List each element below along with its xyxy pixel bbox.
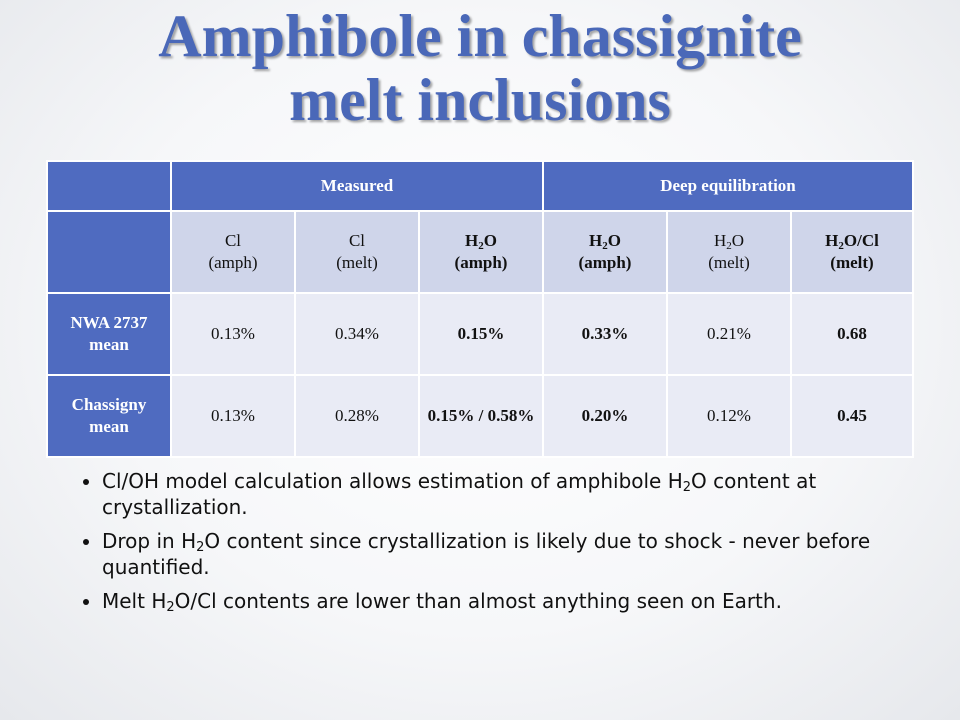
- sub-header-text: O/Cl: [843, 231, 879, 250]
- table-cell: 0.68: [791, 293, 913, 375]
- title-line-1: Amphibole in chassignite: [158, 3, 802, 69]
- table-cell: 0.12%: [667, 375, 791, 457]
- sub-header-text: Cl: [348, 231, 366, 250]
- bullet-text: Drop in H: [102, 529, 197, 553]
- sub-header-h2o-melt: [667, 211, 791, 293]
- sub-header-text: O: [731, 231, 745, 250]
- sub-header-text: O: [483, 231, 497, 250]
- sub-header-text: O: [607, 231, 621, 250]
- sub-header-cl-amph: [171, 211, 295, 293]
- bullet-text: O content since crystallization is likely due to shock - never before quantified.: [102, 529, 871, 579]
- sub-header-text: H: [825, 231, 839, 250]
- slide-title: [0, 4, 960, 132]
- bullet-text: O/Cl contents are lower than almost anything seen on Earth.: [174, 589, 782, 613]
- header-measured: Measured: [171, 161, 543, 211]
- row-label-nwa-2737: NWA 2737 mean: [47, 293, 171, 375]
- table-cell: 0.15% / 0.58%: [419, 375, 543, 457]
- sub-header-text: Cl: [224, 231, 242, 250]
- table-cell: 0.34%: [295, 293, 419, 375]
- amphibole-data-table: [46, 160, 914, 458]
- table-cell: 0.13%: [171, 293, 295, 375]
- subscript: 2: [838, 240, 844, 252]
- sub-header-h2o-amph-deep: [543, 211, 667, 293]
- sub-header-text: (amph): [578, 253, 632, 272]
- subscript: 2: [726, 240, 732, 252]
- sub-header-text: (melt): [830, 253, 874, 272]
- subscript: 2: [478, 240, 484, 252]
- sub-header-row: [47, 211, 913, 293]
- table-cell: 0.21%: [667, 293, 791, 375]
- bullet-text: Cl/OH model calculation allows estimation of amphibole H: [102, 469, 683, 493]
- bullet-item: [102, 588, 942, 614]
- table-cell: 0.13%: [171, 375, 295, 457]
- table-cell: 0.20%: [543, 375, 667, 457]
- subscript: 2: [196, 540, 205, 555]
- header-corner-cell: [47, 161, 171, 211]
- sub-header-text: (melt): [336, 253, 378, 272]
- sub-header-h2o-amph-measured: [419, 211, 543, 293]
- sub-header-text: H: [713, 231, 727, 250]
- bullet-text: O content at crystallization.: [102, 469, 817, 519]
- title-line-2: melt inclusions: [289, 67, 671, 133]
- sub-header-corner-cell: [47, 211, 171, 293]
- table-cell: 0.33%: [543, 293, 667, 375]
- sub-header-h2o-cl-melt: [791, 211, 913, 293]
- sub-header-cl-melt: [295, 211, 419, 293]
- subscript: 2: [602, 240, 608, 252]
- bullet-item: [102, 528, 942, 580]
- sub-header-text: (amph): [454, 253, 508, 272]
- group-header-row: [47, 161, 913, 211]
- bullet-list: [68, 468, 942, 622]
- bullet-item: [102, 468, 942, 520]
- header-deep-equilibration: Deep equilibration: [543, 161, 913, 211]
- sub-header-text: (melt): [708, 253, 750, 272]
- sub-header-text: H: [589, 231, 603, 250]
- subscript: 2: [682, 480, 692, 495]
- table-cell: 0.15%: [419, 293, 543, 375]
- bullet-text: Melt H: [102, 589, 167, 613]
- table-cell: 0.28%: [295, 375, 419, 457]
- subscript: 2: [166, 600, 175, 615]
- row-label-chassigny: Chassigny mean: [47, 375, 171, 457]
- table-cell: 0.45: [791, 375, 913, 457]
- sub-header-text: (amph): [208, 253, 258, 272]
- sub-header-text: H: [465, 231, 479, 250]
- table-row: [47, 293, 913, 375]
- table-row: [47, 375, 913, 457]
